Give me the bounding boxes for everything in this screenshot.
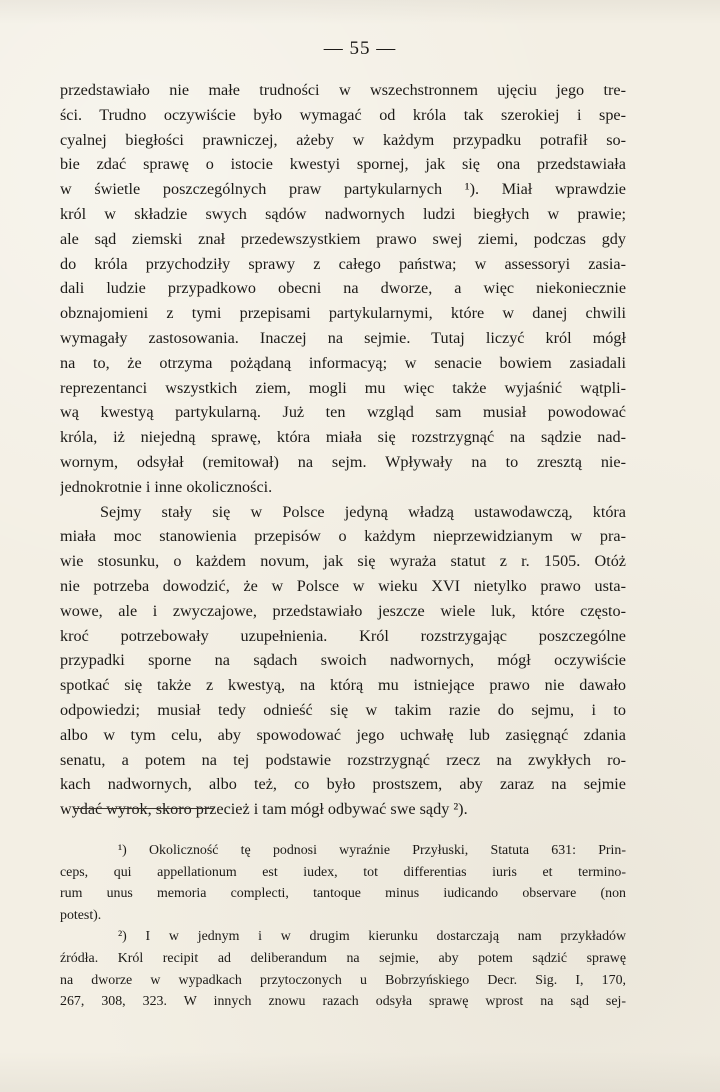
text-line: odpowiedzi; musiał tedy odnieść się w takim razie do sejmu, i to bbox=[60, 700, 626, 719]
text-line: miała moc stanowienia przepisów o każdym nieprzewidzianym w pra- bbox=[60, 527, 626, 546]
text-line: reprezentanci wszystkich ziem, mogli mu więc także wyjaśnić wątpli- bbox=[60, 378, 626, 397]
footnote-line: ¹) Okoliczność tę podnosi wyraźnie Przyłuski, Statuta 631: Prin- bbox=[118, 843, 626, 858]
footnote-separator bbox=[74, 808, 214, 809]
text-line: do króla przychodziły sprawy z całego państwa; w assessoryi zasia- bbox=[60, 254, 626, 273]
text-line: jednokrotnie i inne okoliczności. bbox=[60, 477, 273, 496]
footnote-1 bbox=[60, 840, 626, 926]
main-text bbox=[60, 78, 626, 822]
text-line: Sejmy stały się w Polsce jedyną władzą ustawodawczą, która bbox=[100, 502, 626, 521]
text-line: wydać wyrok, skoro przecież i tam mógł odbywać swe sądy ²). bbox=[60, 800, 468, 819]
text-line: króla, iż niejedną sprawę, która miała się rozstrzygnąć na sądzie nad- bbox=[60, 428, 626, 447]
text-line: kach nadwornych, albo też, co było prostszem, aby zaraz na sejmie bbox=[60, 775, 626, 794]
footnote-line: ²) I w jednym i w drugim kierunku dostarczają nam przykładów bbox=[118, 929, 626, 945]
text-line: kroć potrzebowały uzupełnienia. Król rozstrzygając poszczególne bbox=[60, 626, 626, 645]
text-line: cyalnej biegłości prawniczej, ażeby w każdym przypadku potrafił so- bbox=[60, 130, 626, 149]
footnote-line: ceps, qui appellationum est iudex, tot differentias iuris et termino- bbox=[60, 864, 626, 880]
text-line: bie zdać sprawę o istocie kwestyi spornej, jak się ona przedstawiała bbox=[60, 155, 626, 174]
text-line: wą kwestyą partykularną. Już ten wzgląd sam musiał powodować bbox=[60, 403, 626, 422]
text-line: wie stosunku, o każdem novum, jak się wyraża statut z r. 1505. Otóż bbox=[60, 552, 626, 571]
text-line: ale sąd ziemski znał przedewszystkiem prawo swej ziemi, podczas gdy bbox=[60, 229, 626, 248]
footnotes bbox=[60, 840, 626, 1013]
text-line: spotkać się także z kwestyą, na którą mu istniejące prawo nie dawało bbox=[60, 676, 626, 695]
text-line: wowe, ale i zwyczajowe, przedstawiało jeszcze wiele luk, które często- bbox=[60, 601, 626, 620]
footnote-line: 267, 308, 323. W innych znowu razach odsyła sprawę wprost na sąd sej- bbox=[60, 994, 626, 1010]
paragraph-2 bbox=[60, 500, 626, 822]
text-line: albo w tym celu, aby spowodować jego uchwałę lub zasięgnąć zdania bbox=[60, 725, 626, 744]
text-line: na to, że otrzyma pożądaną informacyą; w senacie bowiem zasiadali bbox=[60, 353, 626, 372]
page-number: — 55 — bbox=[323, 38, 397, 59]
paragraph-1 bbox=[60, 78, 626, 500]
page-top-shading bbox=[0, 0, 720, 24]
text-line: przypadki sporne na sądach swoich nadwornych, mógł oczywiście bbox=[60, 651, 626, 670]
text-line: ści. Trudno oczywiście było wymagać od króla tak szerokiej i spe- bbox=[60, 105, 626, 124]
footnote-line: rum unus memoria complecti, tantoque minus iudicando observare (non bbox=[60, 886, 626, 902]
footnote-line: potest). bbox=[60, 907, 102, 923]
footnote-line: na dworze w wypadkach przytoczonych u Bobrzyńskiego Decr. Sig. I, 170, bbox=[60, 972, 626, 988]
footnote-2 bbox=[60, 926, 626, 1012]
text-line: wornym, odsyłał (remitował) na sejm. Wpływały na to zresztą nie- bbox=[60, 452, 626, 471]
text-line: przedstawiało nie małe trudności w wszechstronnem ujęciu jego tre- bbox=[60, 81, 626, 99]
text-line: senatu, a potem na tej podstawie rozstrzygnąć rzecz na zwykłych ro- bbox=[60, 750, 626, 769]
page-bottom-shading bbox=[0, 1052, 720, 1092]
text-line: obznajomieni z tymi przepisami partykularnymi, które w danej chwili bbox=[60, 304, 626, 323]
text-line: dali ludzie przypadkowo obecni na dworze, a więc niekoniecznie bbox=[60, 279, 626, 298]
text-line: w świetle poszczególnych praw partykularnych ¹). Miał wprawdzie bbox=[60, 180, 626, 199]
text-line: nie potrzeba dowodzić, że w Polsce w wieku XVI nietylko prawo usta- bbox=[60, 576, 626, 595]
text-line: wymagały zastosowania. Inaczej na sejmie. Tutaj liczyć król mógł bbox=[60, 328, 626, 347]
text-line: król w składzie swych sądów nadwornych ludzi biegłych w prawie; bbox=[60, 204, 626, 223]
footnote-line: źródła. Król recipit ad deliberandum na sejmie, aby potem sądzić sprawę bbox=[60, 950, 626, 966]
